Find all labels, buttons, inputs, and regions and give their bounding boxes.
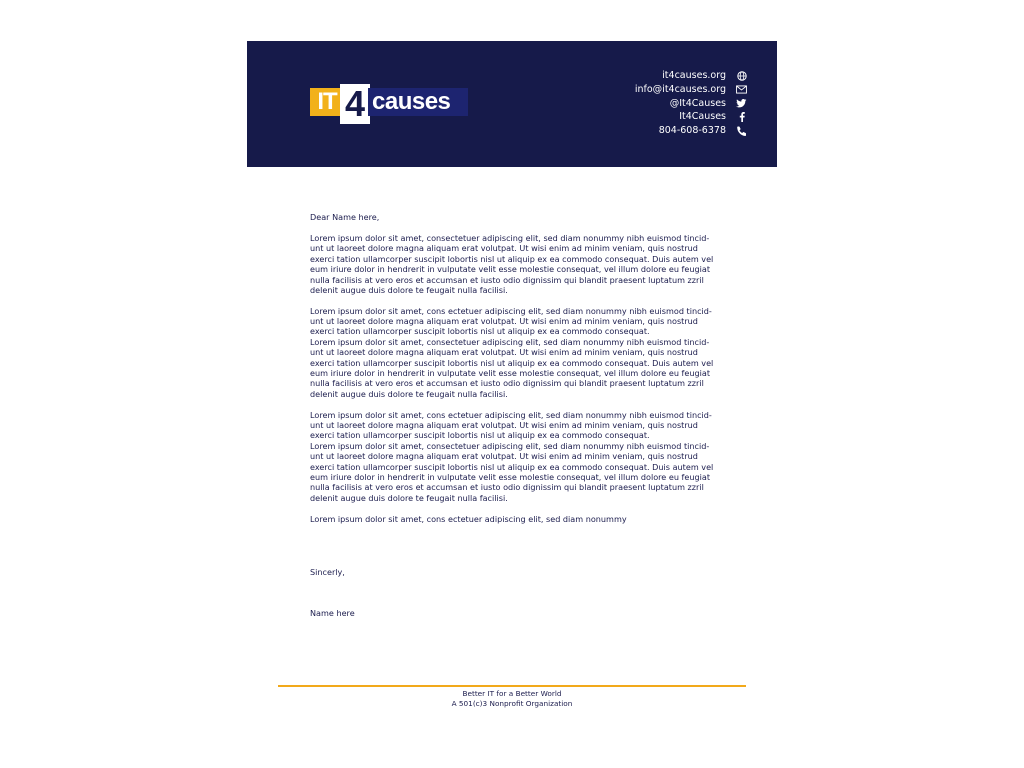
email-text: info@it4causes.org — [634, 84, 726, 96]
website-text: it4causes.org — [662, 70, 726, 82]
globe-icon — [736, 70, 747, 81]
phone-icon — [736, 125, 747, 136]
letter-body — [310, 212, 720, 534]
body-paragraph: Lorem ipsum dolor sit amet, cons ectetuer adipiscing elit, sed diam nonummy — [310, 513, 627, 524]
logo-four-part: 4 — [340, 84, 370, 124]
twitter-icon — [736, 98, 747, 109]
contact-email — [527, 83, 747, 97]
twitter-text: @It4Causes — [669, 97, 726, 109]
signer-name: Name here — [310, 608, 355, 618]
logo-it-part: IT — [310, 88, 344, 116]
footer-org-status: A 501(c)3 Nonprofit Organization — [451, 698, 573, 708]
salutation: Dear Name here, — [310, 212, 380, 222]
facebook-icon — [736, 111, 747, 122]
body-paragraph: Lorem ipsum dolor sit amet, consectetuer adipiscing elit, sed diam nonummy nibh euismod tincid- unt ut laoreet dolore magna aliquam erat volutpat. Ut wisi enim ad minim veniam, quis nostrud exerci tation ullamcorper suscipit lobortis nisl ut aliquip ex ea commodo consequat. Duis autem vel eum iriure dolor in hendrerit in vulputate velit esse molestie consequat, vel illum dolore eu feugiat nulla facilisis at vero eros et accumsan et iusto odio dignissim qui blandit praesent luptatum zzril delenit augue duis dolore te feugait nulla facilisi. — [310, 232, 714, 295]
letter-footer — [278, 689, 746, 708]
contact-twitter — [527, 96, 747, 110]
body-paragraph: Lorem ipsum dolor sit amet, cons ectetuer adipiscing elit, sed diam nonummy nibh euismod tincid- unt ut laoreet dolore magna aliquam erat volutpat. Ut wisi enim ad minim veniam, quis nostrud exerci tation ullamcorper suscipit lobortis nisl ut aliquip ex ea commodo consequat. Lorem ipsum dolor sit amet, consectetuer adipiscing elit, sed diam nonummy nibh euismod tincid- unt ut laoreet dolore magna aliquam erat volutpat. Ut wisi enim ad minim veniam, quis nostrud exerci tation ullamcorper suscipit lobortis nisl ut aliquip ex ea commodo consequat. Duis autem vel eum iriure dolor in hendrerit in vulputate velit esse molestie consequat, vel illum dolore eu feugiat nulla facilisis at vero eros et accumsan et iusto odio dignissim qui blandit praesent luptatum zzril delenit augue duis dolore te feugait nulla facilisi. — [310, 305, 714, 399]
logo-causes-part: causes — [368, 88, 468, 116]
it4causes-logo — [310, 83, 470, 124]
letterhead-header — [247, 41, 777, 167]
phone-text: 804-608-6378 — [658, 125, 726, 137]
contact-phone — [527, 124, 747, 138]
contact-website — [527, 69, 747, 83]
facebook-text: It4Causes — [679, 111, 726, 123]
envelope-icon — [736, 84, 747, 95]
letterhead-page — [247, 41, 777, 721]
footer-tagline: Better IT for a Better World — [462, 689, 562, 698]
body-paragraph: Lorem ipsum dolor sit amet, cons ectetuer adipiscing elit, sed diam nonummy nibh euismod tincid- unt ut laoreet dolore magna aliquam erat volutpat. Ut wisi enim ad minim veniam, quis nostrud exerci tation ullamcorper suscipit lobortis nisl ut aliquip ex ea commodo consequat. Lorem ipsum dolor sit amet, consectetuer adipiscing elit, sed diam nonummy nibh euismod tincid- unt ut laoreet dolore magna aliquam erat volutpat. Ut wisi enim ad minim veniam, quis nostrud exerci tation ullamcorper suscipit lobortis nisl ut aliquip ex ea commodo consequat. Duis autem vel eum iriure dolor in hendrerit in vulputate velit esse molestie consequat, vel illum dolore eu feugiat nulla facilisis at vero eros et accumsan et iusto odio dignissim qui blandit praesent luptatum zzril delenit augue duis dolore te feugait nulla facilisi. — [310, 409, 714, 503]
footer-divider — [278, 685, 746, 687]
contact-facebook — [527, 110, 747, 124]
contact-block — [527, 69, 747, 137]
letter-closing: Sincerly, — [310, 567, 345, 577]
